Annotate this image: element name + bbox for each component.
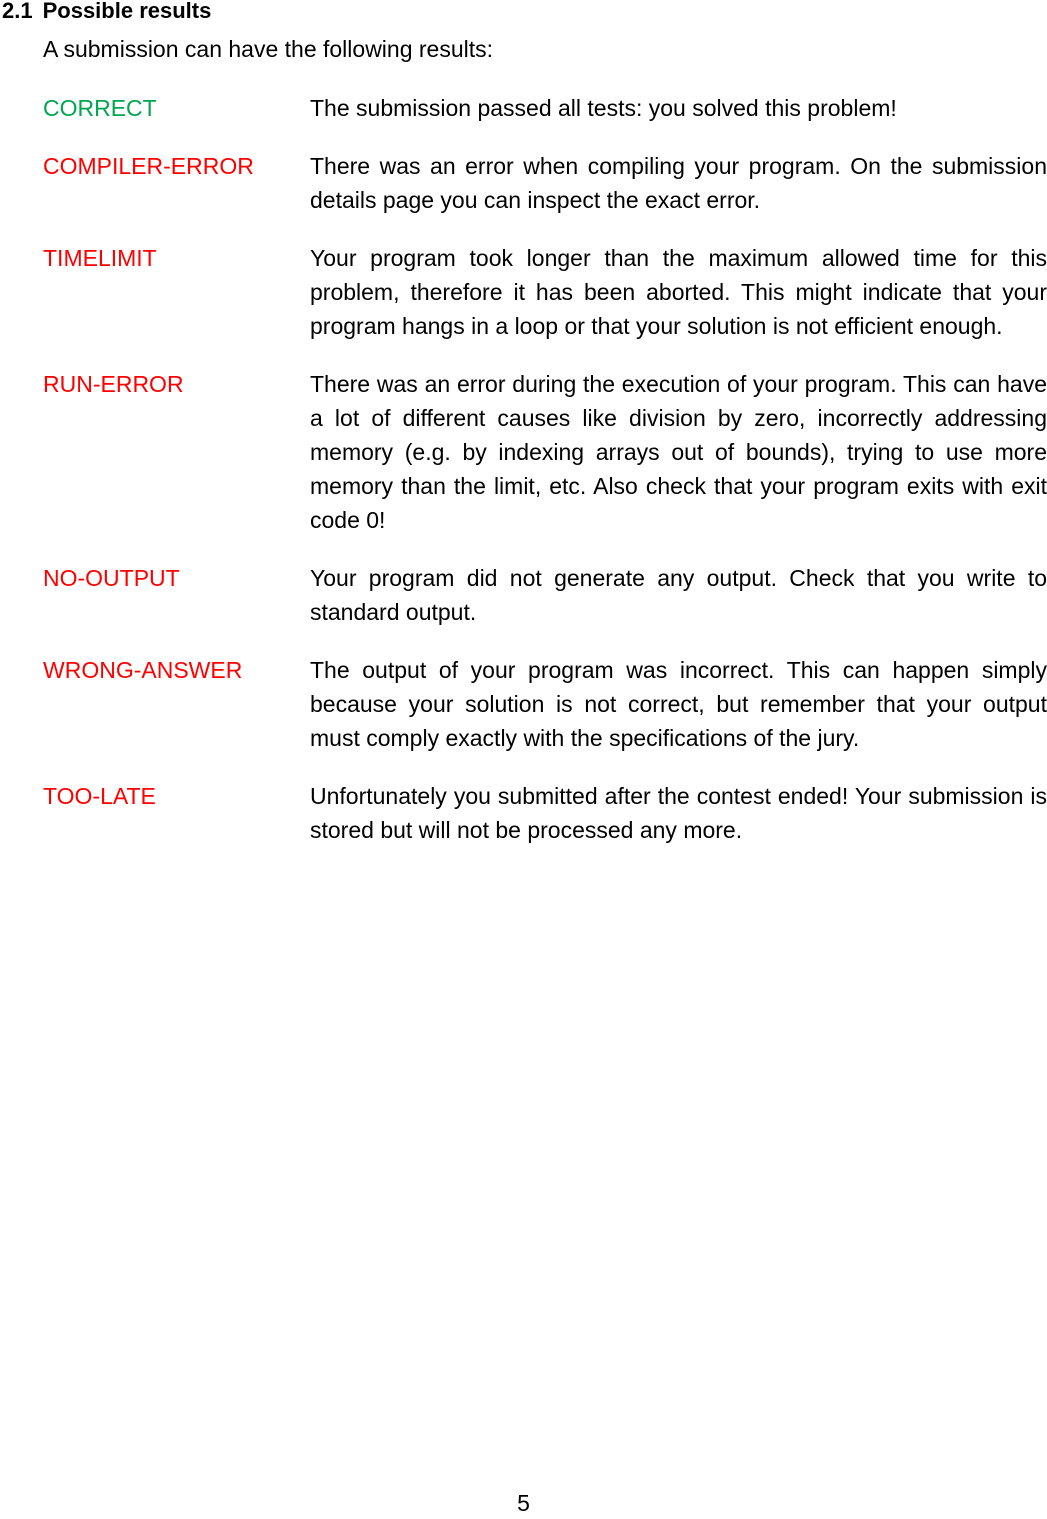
results-list	[43, 91, 1047, 871]
intro-text: A submission can have the following results:	[43, 36, 494, 62]
result-row-run-error	[43, 367, 1047, 537]
result-code-timelimit: TIMELIMIT	[43, 245, 157, 271]
result-description-run-error: There was an error during the execution of your program. This can have a lot of different causes like division by zero, incorrectly addressing memory (e.g. by indexing arrays out of bounds), trying to use more memory than the limit, etc. Also check that your program exits with exit code 0!	[310, 371, 1047, 533]
result-code-compiler-error: COMPILER-ERROR	[43, 153, 254, 179]
result-row-correct	[43, 91, 1047, 125]
result-description-timelimit: Your program took longer than the maximum allowed time for this problem, therefore it has been aborted. This might indicate that your program hangs in a loop or that your solution is not efficient enough.	[310, 245, 1047, 339]
result-description-wrong-answer: The output of your program was incorrect. This can happen simply because your solution is not correct, but remember that your output must comply exactly with the specifications of the jury.	[310, 657, 1047, 751]
result-row-timelimit	[43, 241, 1047, 343]
section-title: Possible results	[42, 0, 212, 23]
result-code-correct: CORRECT	[43, 95, 157, 121]
section-number: 2.1	[2, 0, 33, 23]
result-description-compiler-error: There was an error when compiling your program. On the submission details page you can inspect the exact error.	[310, 153, 1047, 213]
result-description-too-late: Unfortunately you submitted after the contest ended! Your submission is stored but will not be processed any more.	[310, 783, 1047, 843]
result-row-no-output	[43, 561, 1047, 629]
result-row-wrong-answer	[43, 653, 1047, 755]
result-row-compiler-error	[43, 149, 1047, 217]
result-code-too-late: TOO-LATE	[43, 783, 156, 809]
page-number: 5	[517, 1490, 530, 1516]
result-description-no-output: Your program did not generate any output. Check that you write to standard output.	[310, 565, 1047, 625]
section-heading	[2, 0, 211, 24]
result-code-run-error: RUN-ERROR	[43, 371, 184, 397]
result-description-correct: The submission passed all tests: you solved this problem!	[310, 95, 897, 121]
result-code-no-output: NO-OUTPUT	[43, 565, 180, 591]
result-row-too-late	[43, 779, 1047, 847]
result-code-wrong-answer: WRONG-ANSWER	[43, 657, 243, 683]
